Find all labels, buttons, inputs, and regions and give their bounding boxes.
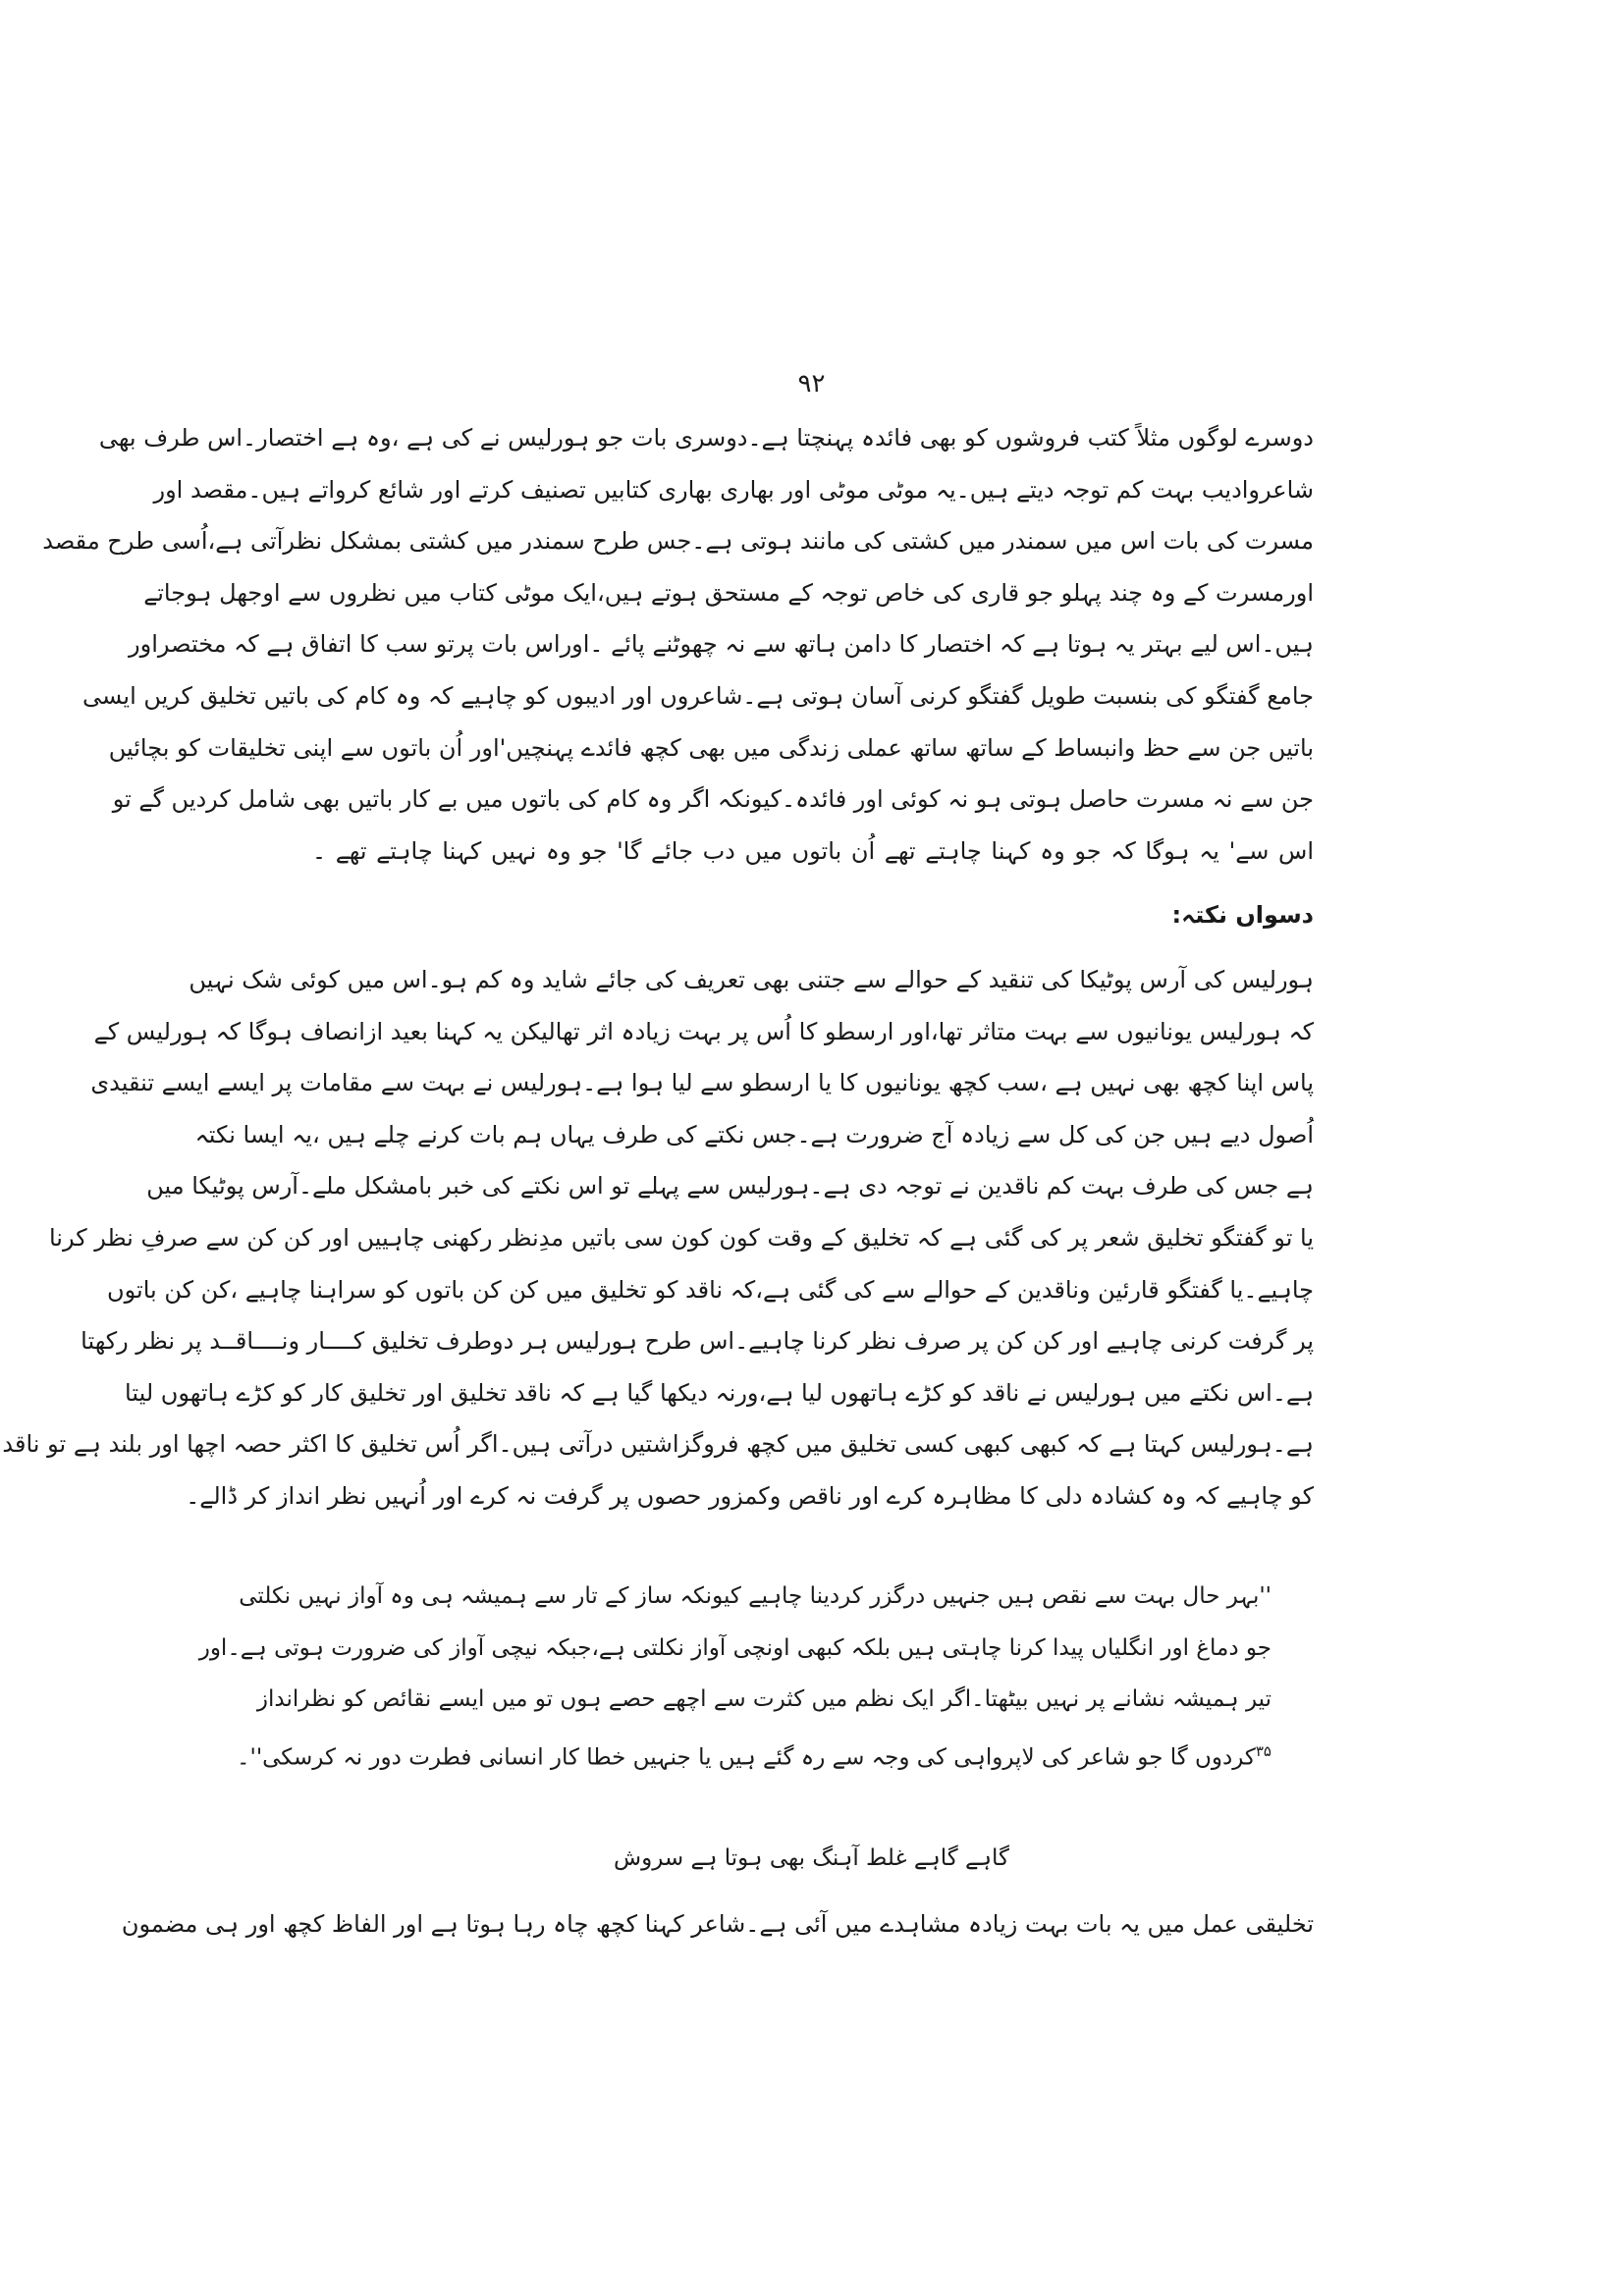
paragraph-line: ہے۔اس نکتے میں ہورلیس نے ناقد کو کڑے ہاتھوں لیا ہے،ورنہ دیکھا گیا ہے کہ ناقد تخلیق اور تخلیق کار کو کڑے ہاتھوں لیتا: [125, 1378, 1314, 1407]
page-number: ۹۲: [797, 369, 826, 399]
paragraph-2: [2, 954, 1314, 1522]
paragraph-line: کہ ہورلیس یونانیوں سے بہت متاثر تھا،اور ارسطو کا اُس پر بہت زیادہ اثر تھالیکن یہ کہنا بعید ازانصاف ہوگا کہ ہورلیس کے: [93, 1017, 1314, 1045]
quote-line-text: کردوں گا جو شاعر کی لاپرواہی کی وجہ سے رہ گئے ہیں یا جنہیں خطا کار انسانی فطرت دور نہ کرسکی''۔: [237, 1744, 1256, 1771]
paragraph-line: اُصول دیے ہیں جن کی کل سے زیادہ آج ضرورت ہے۔جس نکتے کی طرف یہاں ہم بات کرنے چلے ہیں ،یہ ایسا نکتہ: [194, 1120, 1314, 1148]
paragraph-line: ہے جس کی طرف بہت کم ناقدین نے توجہ دی ہے۔ہورلیس سے پہلے تو اس نکتے کی خبر بامشکل ملے۔آرس پوٹیکا میں: [146, 1172, 1314, 1201]
paragraph-line: کو چاہیے کہ وہ کشادہ دلی کا مظاہرہ کرے اور ناقص وکمزور حصوں پر گرفت نہ کرے اور اُنہیں نظر انداز کر ڈالے۔: [186, 1481, 1314, 1510]
paragraph-line: پر گرفت کرنی چاہیے اور کن کن پر صرف نظر کرنا چاہیے۔اس طرح ہورلیس ہر دوطرف تخلیق کــــار ونــــاقــد پر نظر رکھتا: [81, 1327, 1314, 1356]
paragraph-line: چاہیے۔یا گفتگو قارئین وناقدین کے حوالے سے کی گئی ہے،کہ ناقد کو تخلیق میں کن کن باتوں کو سراہنا چاہیے ،کن کن باتوں: [107, 1275, 1314, 1304]
paragraph-line: دوسرے لوگوں مثلاً کتب فروشوں کو بھی فائدہ پہنچتا ہے۔دوسری بات جو ہورلیس نے کی ہے ،وہ ہے اختصار۔اس طرف بھی: [98, 424, 1314, 452]
paragraph-line: شاعروادیب بہت کم توجہ دیتے ہیں۔یہ موٹی موٹی اور بھاری بھاری کتابیں تصنیف کرتے اور شائع کرواتے ہیں۔مقصد اور: [153, 475, 1314, 504]
paragraph-line: اس سے' یہ ہوگا کہ جو وہ کہنا چاہتے تھے اُن باتوں میں دب جائے گا' جو وہ نہیں کہنا چاہتے تھے ۔: [312, 836, 1314, 865]
paragraph-line: اورمسرت کے وہ چند پہلو جو قاری کی خاص توجہ کے مستحق ہوتے ہیں،ایک موٹی کتاب میں نظروں سے اوجھل ہوجاتے: [143, 578, 1314, 607]
paragraph-line: ہیں۔اس لیے بہتر یہ ہوتا ہے کہ اختصار کا دامن ہاتھ سے نہ چھوٹنے پائے ۔اوراس بات پرتو سب کا اتفاق ہے کہ مختصراور: [129, 630, 1314, 659]
paragraph-line: ہے۔ہورلیس کہتا ہے کہ کبھی کبھی کسی تخلیق میں کچھ فروگزاشتیں درآتی ہیں۔اگر اُس تخلیق کا اکثر حصہ اچھا اور بلند ہے تو ناقد: [2, 1430, 1314, 1459]
section-heading: دسواں نکتہ:: [1171, 901, 1314, 929]
paragraph-line: یا تو گفتگو تخلیق شعر پر کی گئی ہے کہ تخلیق کے وقت کون کون سی باتیں مدِنظر رکھنی چاہییں اور کن کن سے صرفِ نظر کرنا: [48, 1223, 1314, 1252]
paragraph-line: جامع گفتگو کی بنسبت طویل گفتگو کرنی آسان ہوتی ہے۔شاعروں اور ادیبوں کو چاہیے کہ وہ کام کی باتیں تخلیق کریں ایسی: [81, 681, 1314, 710]
block-quote: [198, 1571, 1271, 1777]
quote-line: [237, 1726, 1271, 1778]
quote-line: جو دماغ اور انگلیاں پیدا کرنا چاہتی ہیں بلکہ کبھی اونچی آواز نکلتی ہے،جبکہ نیچی آواز کی ضرورت ہوتی ہے۔اور: [198, 1634, 1271, 1661]
paragraph-line: جن سے نہ مسرت حاصل ہوتی ہو نہ کوئی اور فائدہ۔کیونکہ اگر وہ کام کی باتوں میں بے کار باتیں بھی شامل کردیں گے تو: [112, 785, 1314, 814]
paragraph-line: پاس اپنا کچھ بھی نہیں ہے ،سب کچھ یونانیوں کا یا ارسطو سے لیا ہوا ہے۔ہورلیس نے بہت سے مقامات پر ایسے ایسے تنقیدی: [90, 1069, 1314, 1097]
footnote-marker: ۳۵: [1255, 1741, 1271, 1760]
paragraph-line: مسرت کی بات اس میں سمندر میں کشتی کی مانند ہوتی ہے۔جس طرح سمندر میں کشتی بمشکل نظرآتی ہے،اُسی طرح مقصد: [42, 527, 1314, 556]
quote-line: ''بہر حال بہت سے نقص ہیں جنہیں درگزر کردینا چاہیے کیونکہ ساز کے تار سے ہمیشہ ہی وہ آواز نہیں نکلتی: [239, 1583, 1271, 1609]
verse-line: گاہے گاہے غلط آہنگ بھی ہوتا ہے سروش: [614, 1845, 1009, 1871]
paragraph-line: تخلیقی عمل میں یہ بات بہت زیادہ مشاہدے میں آئی ہے۔شاعر کہنا کچھ چاہ رہا ہوتا ہے اور الفاظ کچھ اور ہی مضمون: [121, 1910, 1314, 1938]
paragraph-line: باتیں جن سے حظ وانبساط کے ساتھ ساتھ عملی زندگی میں بھی کچھ فائدے پہنچیں'اور اُن باتوں سے اپنی تخلیقات کو بچائیں: [108, 733, 1314, 762]
paragraph-1: [42, 412, 1314, 877]
quote-line: تیر ہمیشہ نشانے پر نہیں بیٹھتا۔اگر ایک نظم میں کثرت سے اچھے حصے ہوں تو میں ایسے نقائص کو نظرانداز: [256, 1686, 1271, 1713]
paragraph-line: ہورلیس کی آرس پوٹیکا کی تنقید کے حوالے سے جتنی بھی تعریف کی جائے شاید وہ کم ہو۔اس میں کوئی شک نہیں: [189, 966, 1314, 993]
